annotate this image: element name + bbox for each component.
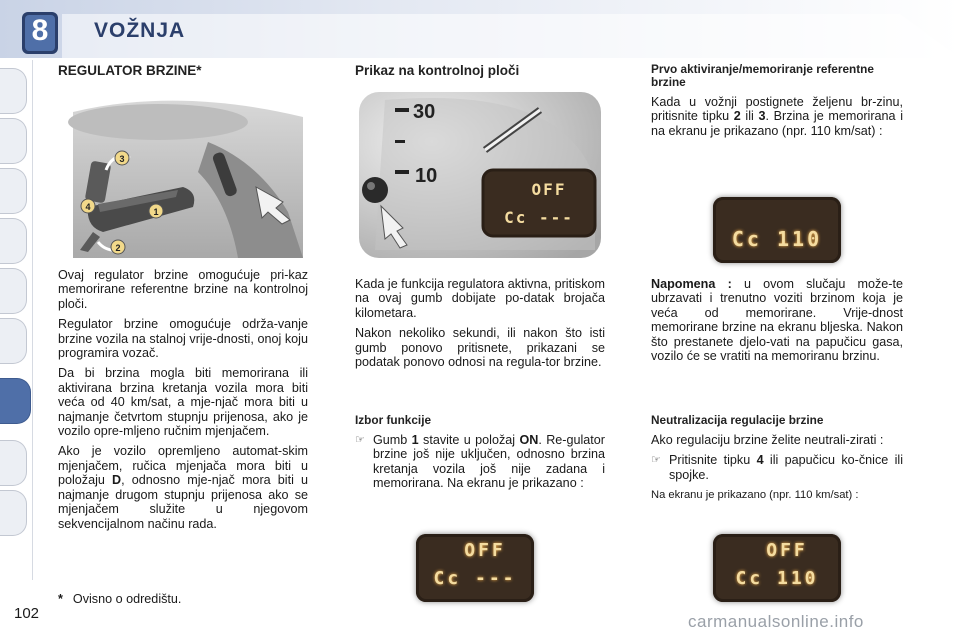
column-3-top [651,63,903,144]
display-memorized-110: Cc 110 [713,197,841,263]
section-title-cruise-control: REGULATOR BRZINE* [58,63,202,78]
neutralization-section [651,414,903,509]
paragraph: Da bi brzina mogla biti memorirana ili aktivirana brzina kretanja vozila mora biti veća od 40 km/sat, a mje-njač mora biti u najmanje četvrtom stupnju prijenosa, ako je vozilo opre-mljeno ručnim mjenjačem. [58,366,308,439]
footnote-star: * [58,592,63,606]
paragraph: Regulator brzine omogućuje održa-vanje brzine vozila na stalnoj vrije-dnosti, onoj koju programira vozač. [58,317,308,361]
gear-d: D [112,473,122,488]
instrument-panel-image [355,90,605,260]
paragraph: Nakon nekoliko sekundi, ili nakon što isti gumb ponovo pritisnete, prikazani se podatak ponovo odnosi na regula-tor brzine. [355,326,605,370]
chapter-tab[interactable] [0,268,27,314]
chapter-tabs [0,60,40,580]
note-label: Napomena : [651,277,732,291]
cruise-control-stalk-image [58,92,308,258]
column-2-text [355,277,605,375]
watermark: carmanualsonline.info [688,612,864,631]
function-select-section [355,414,605,497]
page-number: 102 [14,605,40,622]
chapter-tab[interactable] [0,318,27,364]
chapter-number: 8 [31,14,49,47]
callout-2: 2 [115,243,121,253]
chapter-title: VOŽNJA [94,19,186,42]
callout-4: 4 [85,202,91,212]
chapter-tab[interactable] [0,490,27,536]
panel-display-line1: OFF [531,180,567,199]
chapter-tab[interactable] [0,68,27,114]
pointing-hand-icon: ☞ [651,454,661,467]
callout-3: 3 [119,154,125,164]
paragraph: Ako regulaciju brzine želite neutrali-zirati : [651,433,884,447]
column-1-text [58,268,308,537]
paragraph: Kada je funkcija regulatora aktivna, pritiskom na ovaj gumb dobijate po-datak brojača kilometara. [355,277,605,320]
note-section [651,277,903,369]
callout-1: 1 [153,207,159,217]
footnote: * Ovisno o odredištu. [58,592,182,606]
paragraph: Napomena : u ovom slučaju može-te ubrzavati i trenutno voziti brzinom koja je veća od memorirane. Vrije-dnost memorirane brzine na ekranu bljeska. Nakon što prestanete djelo-vati na papučicu gasa, vozilo će se vratiti na memoriranu brzinu. [651,277,903,364]
pointing-hand-icon: ☞ [355,434,365,446]
section-title-panel-display: Prikaz na kontrolnoj ploči [355,63,520,78]
chapter-tab[interactable] [0,118,27,164]
heading-neutralization: Neutralizacija regulacije brzine [651,413,824,427]
paragraph: Ovaj regulator brzine omogućuje pri-kaz memorirane referentne brzine na kontrolnoj ploči. [58,268,308,311]
paragraph: Ako je vozilo opremljeno automat-skim mjenjačem, ručica mjenjača mora biti u položaju D, odnosno mje-njač mora biti u najmanje drugom stupnju prijenosa ako se mjenjačem služite u njegovom sekvencijalnom načinu rada. [58,444,308,531]
display-off-110: OFF Cc 110 [713,534,841,602]
heading-izbor-funkcije: Izbor funkcije [355,413,432,427]
panel-display-line2: Cc --- [504,208,574,227]
gauge-label-10: 10 [415,165,438,187]
chapter-tab[interactable] [0,168,27,214]
display-off-dashes: OFF Cc --- [416,534,534,602]
chapter-tab[interactable] [0,440,27,486]
paragraph-small: Na ekranu je prikazano (npr. 110 km/sat) : [651,489,859,502]
chapter-tab-active[interactable] [0,378,31,424]
chapter-tab[interactable] [0,218,27,264]
bullet-item: ☞ Pritisnite tipku 4 ili papučicu ko-čnice ili spojke. [651,453,904,482]
paragraph: Kada u vožnji postignete željenu br-zinu, pritisnite tipku 2 ili 3. Brzina je memorirana i na ekranu je prikazano (npr. 110 km/sat) : [651,95,903,138]
heading-first-activation: Prvo aktiviranje/memoriranje referentne brzine [651,62,874,89]
gauge-label-30: 30 [413,101,436,123]
bullet-item: ☞ Gumb 1 stavite u položaj ON. Re-gulator brzine još nije uključen, odnosno brzina kretanja vozila još nije zadana i memorirana. Na ekranu je prikazano : [355,433,605,491]
